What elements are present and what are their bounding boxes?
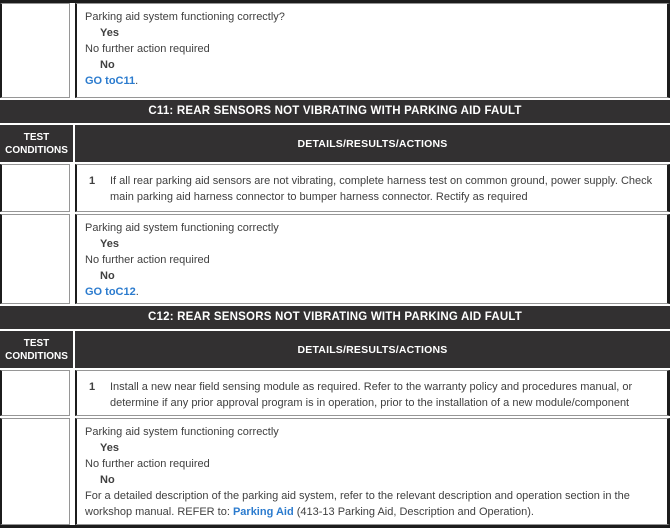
test-conditions-empty-cell	[0, 164, 70, 212]
final-reference-paragraph	[85, 488, 657, 520]
yes-option: Yes	[100, 442, 119, 454]
column-header-row-c12	[0, 331, 670, 368]
details-cell	[75, 164, 670, 212]
parking-aid-link[interactable]: Parking Aid	[232, 506, 294, 518]
yes-result-text: No further action required	[85, 254, 210, 266]
step-number: 1	[89, 175, 96, 187]
section-header-c12: C12: REAR SENSORS NOT VIBRATING WITH PARKING AID FAULT	[0, 306, 670, 329]
no-option: No	[100, 474, 115, 486]
details-cell	[75, 3, 670, 98]
question-text: Parking aid system functioning correctly	[85, 426, 279, 438]
details-cell	[75, 418, 670, 525]
test-conditions-empty-cell	[0, 3, 70, 98]
test-conditions-header: TEST CONDITIONS	[0, 331, 73, 368]
no-option: No	[100, 59, 115, 71]
table-row-question-c12	[0, 418, 670, 525]
yes-option: Yes	[100, 238, 119, 250]
test-conditions-empty-cell	[0, 418, 70, 525]
go-to-c11-link[interactable]: GO toC11	[85, 75, 136, 87]
step-instruction-text: Install a new near field sensing module as required. Refer to the warranty policy and procedures manual, or determine if any prior approval program is in operation, prior to the installation of a new module/component	[110, 381, 633, 409]
test-conditions-empty-cell	[0, 214, 70, 304]
no-result-line	[85, 73, 657, 89]
details-cell	[75, 214, 670, 304]
yes-result-text: No further action required	[85, 43, 210, 55]
question-text: Parking aid system functioning correctly	[85, 222, 279, 234]
section-header-c11: C11: REAR SENSORS NOT VIBRATING WITH PARKING AID FAULT	[0, 100, 670, 123]
table-row-question-c11	[0, 214, 670, 304]
details-results-actions-header: DETAILS/RESULTS/ACTIONS	[75, 331, 670, 368]
test-conditions-empty-cell	[0, 370, 70, 416]
reference-text-suffix: (413-13 Parking Aid, Description and Operation).	[293, 506, 534, 518]
question-text: Parking aid system functioning correctly?	[85, 11, 285, 23]
go-to-c12-link[interactable]: GO toC12	[85, 286, 136, 298]
step-instruction-text: If all rear parking aid sensors are not vibrating, complete harness test on common ground, power supply. Check main parking aid harness connector to bumper harness connector. Rectify as required	[110, 175, 653, 203]
link-period: .	[135, 75, 139, 87]
table-row-question-top	[0, 3, 670, 98]
link-period: .	[135, 286, 139, 298]
no-result-line	[85, 284, 657, 300]
no-option: No	[100, 270, 115, 282]
yes-result-text: No further action required	[85, 458, 210, 470]
column-header-row-c11	[0, 125, 670, 162]
yes-option: Yes	[100, 27, 119, 39]
table-row-step-c11	[0, 164, 670, 212]
reference-text-prefix: For a detailed description of the parking aid system, refer to the relevant description and operation section in the workshop manual. REFER to:	[85, 490, 630, 518]
details-cell	[75, 370, 670, 416]
test-conditions-header: TEST CONDITIONS	[0, 125, 73, 162]
details-results-actions-header: DETAILS/RESULTS/ACTIONS	[75, 125, 670, 162]
table-row-step-c12	[0, 370, 670, 416]
step-number: 1	[89, 381, 96, 393]
